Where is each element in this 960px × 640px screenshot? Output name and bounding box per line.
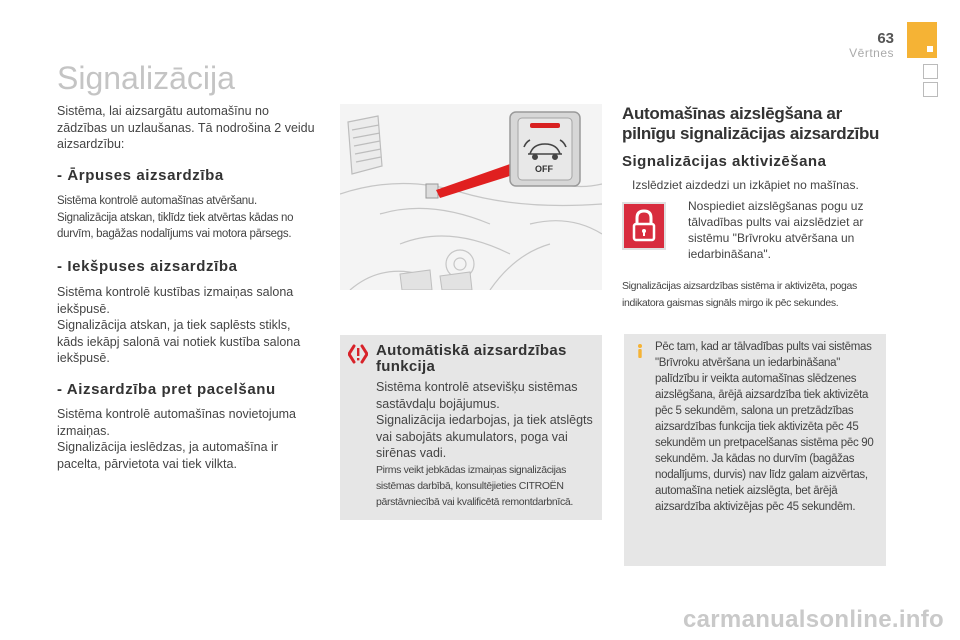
chapter-tab-2[interactable] bbox=[923, 64, 938, 79]
info-box bbox=[624, 334, 886, 566]
section-text: Signalizācija atskan, ja tiek saplēsts stikls, kāds iekāpj salonā vai notiek kustība salona iekšpusē. bbox=[57, 318, 301, 365]
section-interior bbox=[57, 258, 315, 367]
activation-subheading: Signalizācijas aktivizēšana bbox=[622, 153, 827, 170]
activation-note: Signalizācijas aizsardzības sistēma ir aktivizēta, pogas indikatora gaismas signāls mirgo ik pēc sekundes. bbox=[622, 280, 857, 309]
dashboard-drawing bbox=[340, 104, 602, 290]
tab-marker-icon bbox=[927, 46, 933, 52]
off-label: OFF bbox=[535, 164, 553, 174]
section-text: Sistēma kontrolē kustības izmaiņas salona iekšpusē. bbox=[57, 285, 294, 316]
section-exterior bbox=[57, 167, 315, 243]
section-heading: - Ārpuses aizsardzība bbox=[57, 167, 224, 184]
dashboard-illustration bbox=[340, 104, 602, 290]
page-title: Signalizācija bbox=[57, 60, 235, 96]
info-text: Pēc tam, kad ar tālvadības pults vai sistēmas "Brīvroku atvēršana un iedarbināšana" palīdzību ir veikta automašīnas slēdzenes aizslēgšana, ārējā aizsardzība tiek aktivizēta pēc 5 sekundēm, salona un pretzādzības aizsardzības funkcija tiek aktivizēta pēc 45 sekundēm un pretpacelšanas sistēma pēc 90 sekundēm. Ja kādas no durvīm (bagāžas nodalījums, durvis) nav līdz galam aizvērtas, automašīna netiek aizslēgta, bet ārējā aizsardzība aktivizējas pēc 45 sekundēm. bbox=[655, 341, 874, 513]
section-heading: - Iekšpuses aizsardzība bbox=[57, 258, 238, 275]
page-number: 63 bbox=[877, 30, 894, 47]
step-text: Izslēdziet aizdedzi un izkāpiet no mašīnas. bbox=[632, 178, 859, 192]
locking-heading: Automašīnas aizslēgšana ar pilnīgu signalizācijas aizsardzību bbox=[622, 104, 880, 143]
section-text: Sistēma kontrolē automašīnas atvēršanu. bbox=[57, 195, 257, 207]
section-text: Sistēma kontrolē automašīnas novietojuma izmaiņas. bbox=[57, 407, 297, 438]
warning-body bbox=[376, 379, 598, 462]
step-1 bbox=[622, 177, 892, 194]
section-name: Vērtnes bbox=[849, 46, 894, 60]
warning-text: Sistēma kontrolē atsevišķu sistēmas sastāvdaļu bojājumus. bbox=[376, 380, 578, 411]
step-text: Nospiediet aizslēgšanas pogu uz tālvadības pults vai aizslēdziet ar sistēmu "Brīvroku atvēršana un iedarbināšana". bbox=[688, 199, 864, 261]
section-heading: - Aizsardzība pret pacelšanu bbox=[57, 381, 276, 398]
info-icon bbox=[632, 343, 648, 359]
warning-note: Pirms veikt jebkādas izmaiņas signalizācijas sistēmas darbībā, konsultējieties CITROËN pārstāvniecībā vai kvalificētā remontdarbnīcā. bbox=[376, 464, 573, 508]
intro-text-block bbox=[57, 103, 315, 153]
chapter-tab-3[interactable] bbox=[923, 82, 938, 97]
step-2 bbox=[678, 198, 892, 262]
chapter-tab-active[interactable] bbox=[907, 22, 937, 58]
intro-text: Sistēma, lai aizsargātu automašīnu no zādzības un uzlaušanas. Tā nodrošina 2 veidu aizsardzību: bbox=[57, 104, 315, 151]
warning-icon bbox=[348, 344, 368, 364]
warning-box bbox=[340, 335, 602, 520]
section-tilt bbox=[57, 381, 315, 472]
section-text: Signalizācija atskan, tiklīdz tiek atvērtas kādas no durvīm, bagāžas nodalījums vai motora pārsegs. bbox=[57, 211, 294, 240]
warning-text: Signalizācija iedarbojas, ja tiek atslēgts vai sabojāts akumulators, poga vai sirēnas vadi. bbox=[376, 413, 593, 460]
section-text: Signalizācija ieslēdzas, ja automašīna ir pacelta, pārvietota vai tiek vilkta. bbox=[57, 440, 278, 471]
warning-title: Automātiskā aizsardzības funkcija bbox=[376, 342, 567, 375]
lock-button-icon bbox=[622, 202, 666, 250]
watermark: carmanualsonline.info bbox=[683, 606, 945, 633]
